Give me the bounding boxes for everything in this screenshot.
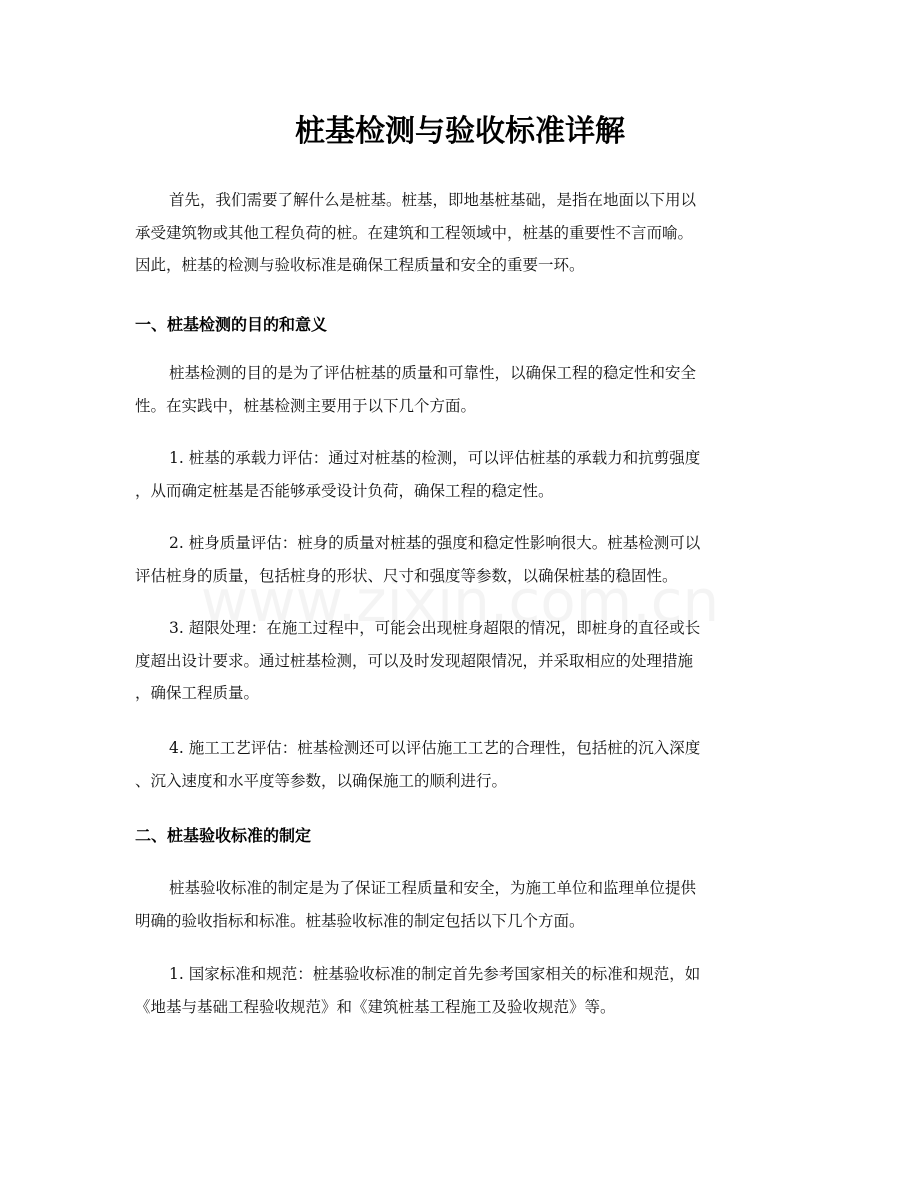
section2-lead-paragraph [135,872,785,937]
paragraph-line: ，确保工程质量。 [135,684,260,702]
section1-list-item-3 [135,612,785,710]
paragraph-line: 桩基检测的目的是为了评估桩基的质量和可靠性，以确保工程的稳定性和安全 [169,364,697,382]
section1-lead-paragraph [135,357,785,422]
section1-list-item-2 [135,527,785,592]
paragraph-line: 度超出设计要求。通过桩基检测，可以及时发现超限情况，并采取相应的处理措施 [135,651,694,670]
paragraph-line: 性。在实践中，桩基检测主要用于以下几个方面。 [135,396,477,415]
paragraph-line: 4. 施工工艺评估：桩基检测还可以评估施工工艺的合理性，包括桩的沉入深度 [169,739,701,757]
paragraph-line: 因此，桩基的检测与验收标准是确保工程质量和安全的重要一环。 [135,256,585,274]
paragraph-line: 1. 桩基的承载力评估：通过对桩基的检测，可以评估桩基的承载力和抗剪强度 [169,449,701,467]
section1-list-item-1 [135,442,785,507]
paragraph-line: 3. 超限处理：在施工过程中，可能会出现桩身超限的情况，即桩身的直径或长 [169,619,701,637]
section1-list-item-4 [135,732,785,797]
paragraph-line: 桩基验收标准的制定是为了保证工程质量和安全，为施工单位和监理单位提供 [169,879,697,897]
paragraph-line: 明确的验收指标和标准。桩基验收标准的制定包括以下几个方面。 [135,911,585,930]
paragraph-line: 《地基与基础工程验收规范》和《建筑桩基工程施工及验收规范》等。 [135,997,616,1016]
paragraph-line: 承受建筑物或其他工程负荷的桩。在建筑和工程领域中，桩基的重要性不言而喻。 [135,223,694,242]
section-heading-2: 二、桩基验收标准的制定 [135,826,312,845]
paragraph-line: 评估桩身的质量，包括桩身的形状、尺寸和强度等参数，以确保桩基的稳固性。 [135,566,678,585]
paragraph-line: 首先，我们需要了解什么是桩基。桩基，即地基桩基础，是指在地面以下用以 [169,191,697,209]
paragraph-line: 1. 国家标准和规范：桩基验收标准的制定首先参考国家相关的标准和规范，如 [169,965,701,983]
section2-list-item-1 [135,958,785,1023]
document-title: 桩基检测与验收标准详解 [295,114,625,149]
section-heading-1: 一、桩基检测的目的和意义 [135,315,328,334]
paragraph-line: 2. 桩身质量评估：桩身的质量对桩基的强度和稳定性影响很大。桩基检测可以 [169,534,701,552]
paragraph-line: ，从而确定桩基是否能够承受设计负荷，确保工程的稳定性。 [135,481,554,500]
intro-paragraph [135,184,785,282]
paragraph-line: 、沉入速度和水平度等参数，以确保施工的顺利进行。 [135,771,508,790]
